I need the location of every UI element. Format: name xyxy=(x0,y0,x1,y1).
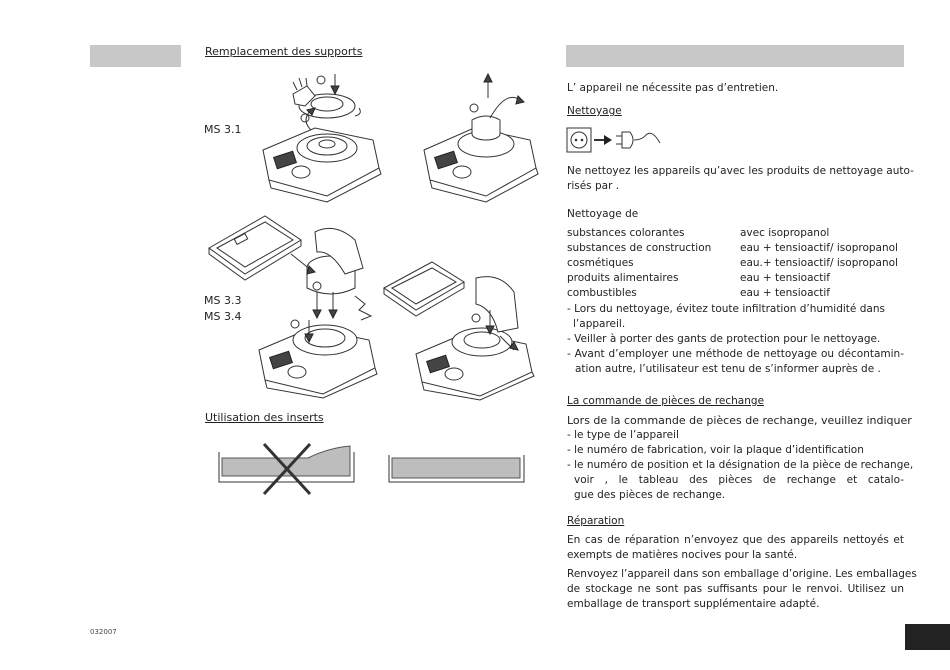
label-ms33: MS 3.3 xyxy=(204,294,242,307)
parts-line: - le type de l’appareil xyxy=(567,429,679,441)
repair-heading: Réparation xyxy=(567,515,625,527)
repair-p1-line: exempts de matières nocives pour la santé. xyxy=(567,549,798,561)
unplug-icon xyxy=(566,127,666,153)
product-cell: eau + tensioactif xyxy=(740,287,831,299)
illustration-ms31-lift xyxy=(418,72,538,202)
parts-heading: La commande de pièces de rechange xyxy=(567,395,765,407)
table-row xyxy=(567,271,678,286)
label-ms31: MS 3.1 xyxy=(204,123,242,136)
table-row xyxy=(567,286,637,301)
right-header-bar xyxy=(566,45,904,67)
bullet-1-line2: l’appareil. xyxy=(573,318,626,330)
repair-p2-line: de stockage ne sont pas suffisants pour le renvoi. Utilisez un xyxy=(567,583,904,595)
footer-code: 032007 xyxy=(90,628,117,636)
repair-p1-line: En cas de réparation n’envoyez que des appareils nettoyés et xyxy=(567,534,904,546)
product-cell: eau + tensioactif xyxy=(740,272,831,284)
illustration-ms34 xyxy=(380,258,540,398)
table-row xyxy=(567,226,685,241)
insert-correct-diagram xyxy=(388,454,528,486)
maintenance-intro: L’ appareil ne nécessite pas d’entretien. xyxy=(567,82,779,94)
cleaning-p1-line1: Ne nettoyez les appareils qu’avec les produits de nettoyage auto- xyxy=(567,165,914,177)
parts-line: Lors de la commande de pièces de rechange, veuillez indiquer xyxy=(567,414,912,427)
repair-p2-line: Renvoyez l’appareil dans son emballage d’origine. Les emballages xyxy=(567,568,917,580)
parts-line: voir , le tableau des pièces de rechange et catalo- xyxy=(574,474,904,486)
table-row xyxy=(567,241,711,256)
cleaning-p1-line2: risés par . xyxy=(567,180,620,192)
label-ms34: MS 3.4 xyxy=(204,310,242,323)
bullet-3-line2: ation autre, l’utilisateur est tenu de s’informer auprès de . xyxy=(575,363,881,375)
heading-inserts: Utilisation des inserts xyxy=(205,411,324,424)
product-cell: avec isopropanol xyxy=(740,227,830,239)
page-tab-marker xyxy=(905,624,950,650)
repair-p2-line: emballage de transport supplémentaire adapté. xyxy=(567,598,820,610)
substance-cell: produits alimentaires xyxy=(567,272,679,284)
insert-wrong-diagram xyxy=(218,440,358,496)
illustration-ms33 xyxy=(205,212,385,397)
illustration-ms31-remove xyxy=(255,68,385,203)
bullet-3-line1: - Avant d’employer une méthode de nettoyage ou décontamin- xyxy=(567,348,904,360)
heading-replacement: Remplacement des supports xyxy=(205,45,363,58)
substance-cell: cosmétiques xyxy=(567,257,634,269)
substance-cell: substances colorantes xyxy=(567,227,685,239)
bullet-2-line1: - Veiller à porter des gants de protection pour le nettoyage. xyxy=(567,333,881,345)
substance-cell: combustibles xyxy=(567,287,637,299)
table-row xyxy=(567,256,634,271)
bullet-1-line1: - Lors du nettoyage, évitez toute infiltration d’humidité dans xyxy=(567,303,885,315)
parts-line: - le numéro de position et la désignation de la pièce de rechange, xyxy=(567,459,914,471)
parts-line: - le numéro de fabrication, voir la plaque d’identification xyxy=(567,444,864,456)
product-cell: eau.+ tensioactif/ isopropanol xyxy=(740,257,898,269)
product-cell: eau + tensioactif/ isopropanol xyxy=(740,242,898,254)
parts-line: gue des pièces de rechange. xyxy=(574,489,726,501)
cleaning-of-heading: Nettoyage de xyxy=(567,208,639,220)
substance-cell: substances de construction xyxy=(567,242,712,254)
left-header-bar xyxy=(90,45,181,67)
cleaning-heading: Nettoyage xyxy=(567,105,622,117)
